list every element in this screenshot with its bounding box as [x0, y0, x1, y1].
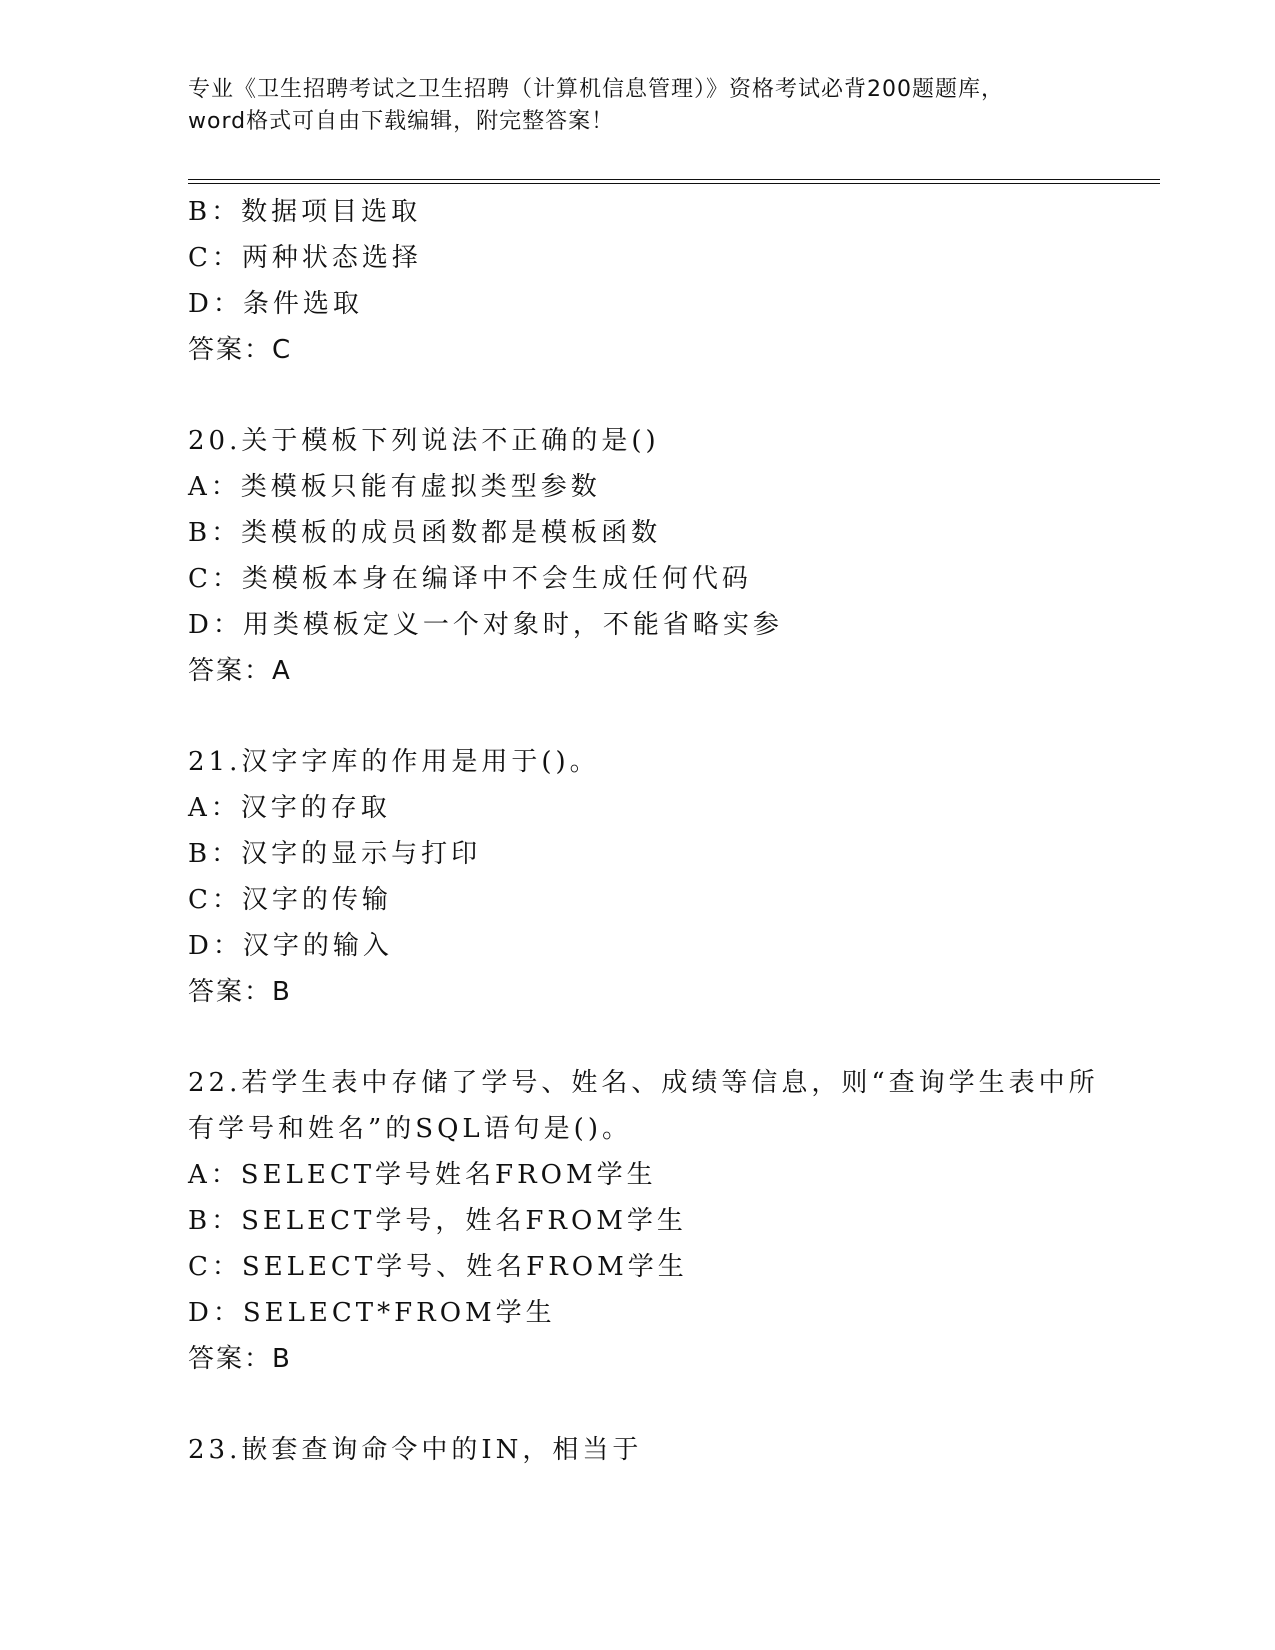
q20-option-d: D：用类模板定义一个对象时，不能省略实参 — [188, 610, 783, 640]
q21-option-a: A：汉字的存取 — [188, 793, 391, 823]
q22-option-a: A：SELECT学号姓名FROM学生 — [188, 1160, 657, 1190]
spacer — [188, 373, 1128, 418]
header-title-line-2: word格式可自由下载编辑，附完整答案！ — [188, 109, 615, 134]
header-divider-top — [188, 179, 1160, 180]
q21-question: 21.汉字字库的作用是用于()。 — [188, 747, 600, 777]
document-header — [188, 74, 1088, 138]
q23-question: 23.嵌套查询命令中的IN，相当于 — [188, 1435, 643, 1465]
q20-question: 20.关于模板下列说法不正确的是() — [188, 426, 660, 456]
spacer — [188, 1015, 1128, 1060]
question-20-block — [188, 418, 1128, 694]
q21-option-b: B：汉字的显示与打印 — [188, 839, 482, 869]
q20-option-a: A：类模板只能有虚拟类型参数 — [188, 472, 601, 502]
q19-option-b: B：数据项目选取 — [188, 197, 422, 227]
spacer — [188, 1382, 1128, 1427]
question-list — [188, 189, 1128, 1473]
q22-answer: 答案：B — [188, 1344, 292, 1374]
q22-question-line-2: 有学号和姓名”的SQL语句是()。 — [188, 1114, 632, 1144]
q22-option-d: D：SELECT*FROM学生 — [188, 1298, 556, 1328]
q22-option-c: C：SELECT学号、姓名FROM学生 — [188, 1252, 688, 1282]
question-22-block — [188, 1060, 1128, 1382]
q21-option-d: D：汉字的输入 — [188, 931, 393, 961]
q21-option-c: C：汉字的传输 — [188, 885, 392, 915]
q19-option-d: D：条件选取 — [188, 289, 363, 319]
q22-option-b: B：SELECT学号，姓名FROM学生 — [188, 1206, 687, 1236]
q20-option-c: C：类模板本身在编译中不会生成任何代码 — [188, 564, 752, 594]
q19-option-c: C：两种状态选择 — [188, 243, 422, 273]
spacer — [188, 694, 1128, 739]
q21-answer: 答案：B — [188, 977, 292, 1007]
q20-option-b: B：类模板的成员函数都是模板函数 — [188, 518, 662, 548]
question-21-block — [188, 739, 1128, 1015]
q22-question-line-1: 22.若学生表中存储了学号、姓名、成绩等信息，则“查询学生表中所 — [188, 1068, 1099, 1098]
question-19-block — [188, 189, 1128, 373]
q20-answer: 答案：A — [188, 656, 292, 686]
q19-answer: 答案：C — [188, 335, 293, 365]
header-title-line-1: 专业《卫生招聘考试之卫生招聘（计算机信息管理）》资格考试必背200题题库， — [188, 77, 1004, 102]
question-23-block — [188, 1427, 1128, 1473]
header-divider-bottom — [188, 183, 1160, 184]
